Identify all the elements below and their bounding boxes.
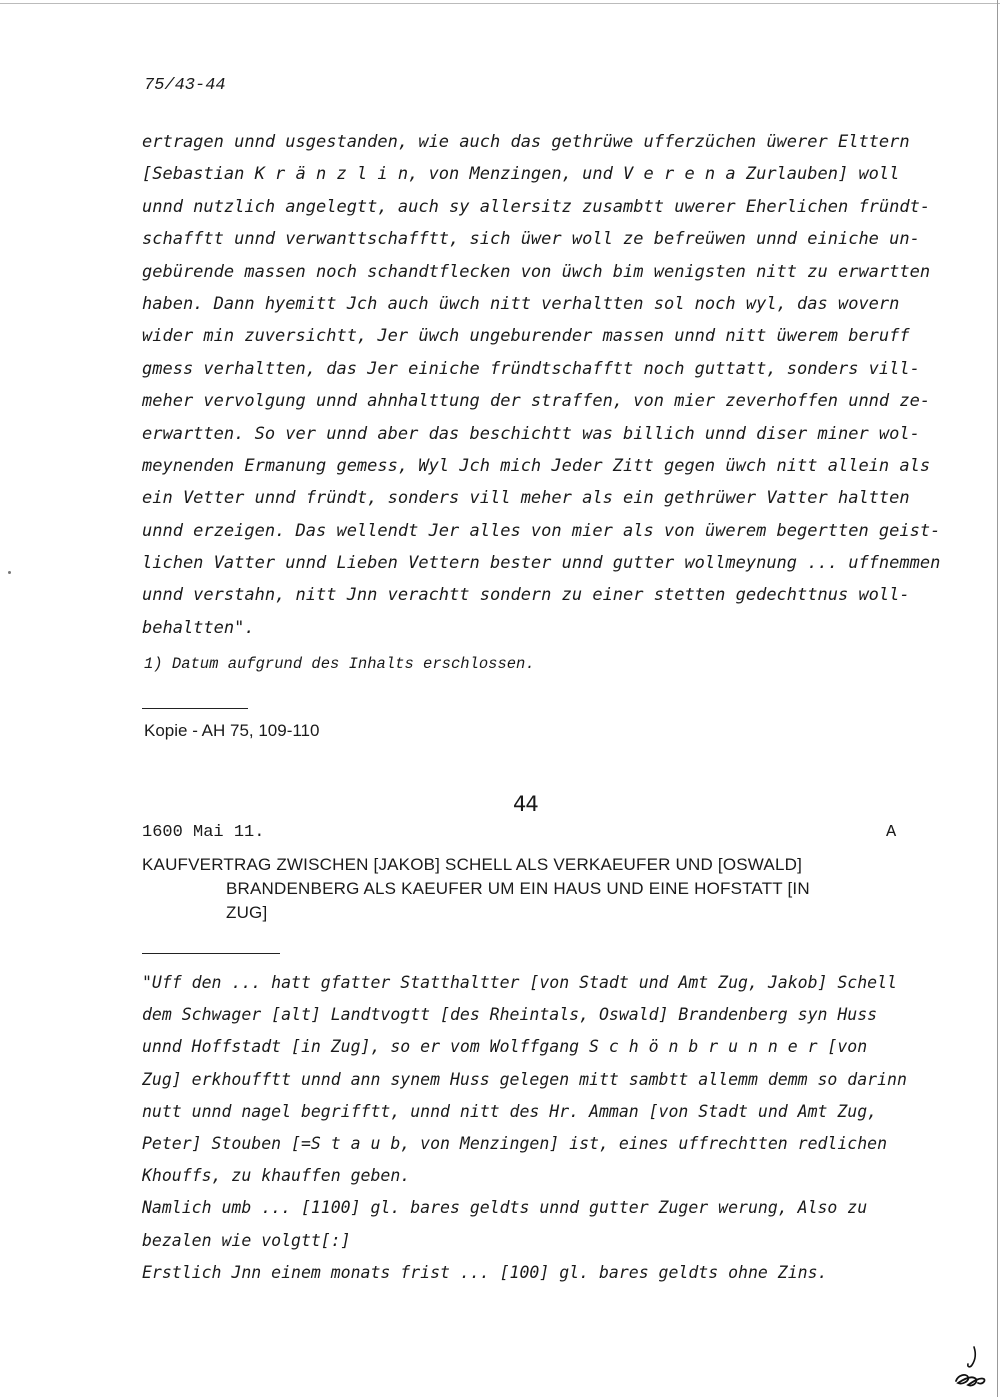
letter-line: meher vervolgung unnd ahnhalttung der straffen, von mier zeverhoffen unnd ze- xyxy=(142,391,931,412)
document-date: 1600 Mai 11. xyxy=(142,823,265,842)
document-title-line: KAUFVERTRAG ZWISCHEN [JAKOB] SCHELL ALS VERKAEUFER UND [OSWALD] xyxy=(142,855,802,874)
document-title-line: BRANDENBERG ALS KAEUFER UM EIN HAUS UND EINE HOFSTATT [IN xyxy=(226,879,810,898)
letter-text xyxy=(142,126,941,644)
scan-artifact xyxy=(8,571,11,574)
letter-line: haben. Dann hyemitt Jch auch üwch nitt verhaltten sol noch wyl, das wovern xyxy=(142,293,900,314)
source-reference: Kopie - AH 75, 109-110 xyxy=(144,721,320,740)
letter-line: gmess verhaltten, das Jer einiche fründtschafftt noch guttatt, sonders vill- xyxy=(142,358,920,379)
letter-line: meynenden Ermanung gemess, Wyl Jch mich Jeder Zitt gegen üwch nitt allein als xyxy=(142,455,931,476)
letter-line: ertragen unnd usgestanden, wie auch das gethrüwe ufferzüchen üwerer Elttern xyxy=(142,132,910,152)
letter-line: wider min zuversichtt, Jer üwch ungeburender massen unnd nitt üwerem beruff xyxy=(142,326,910,347)
scan-edge-right xyxy=(997,0,998,1397)
document-classification: A xyxy=(886,823,897,842)
contract-line: "Uff den ... hatt gfatter Statthaltter [von Stadt und Amt Zug, Jakob] Schell xyxy=(142,973,897,992)
letter-line: unnd verstahn, nitt Jnn verachtt sondern zu einer stetten gedechttnus woll- xyxy=(142,585,910,606)
letter-line: erwartten. So ver unnd aber das beschichtt was billich unnd diser miner wol- xyxy=(142,423,920,444)
document-title-line: ZUG] xyxy=(226,903,268,922)
letter-line: unnd nutzlich angelegtt, auch sy allersitz zusambtt uwerer Eherlichen fründt- xyxy=(142,196,931,217)
contract-line: nutt unnd nagel begrifftt, unnd nitt des Hr. Amman [von Stadt und Amt Zug, xyxy=(142,1101,878,1121)
title-rule xyxy=(142,953,280,954)
letter-line: lichen Vatter unnd Lieben Vettern bester unnd gutter wollmeynung ... uffnemmen xyxy=(142,553,941,574)
contract-line: Erstlich Jnn einem monats frist ... [100] gl. bares geldts ohne Zins. xyxy=(142,1262,828,1282)
footnote-rule xyxy=(142,708,248,709)
scan-edge-top xyxy=(0,3,1000,4)
letter-line: ein Vetter unnd fründt, sonders vill meher als ein gethrüwer Vatter haltten xyxy=(142,488,910,509)
contract-line: Khouffs, zu khauffen geben. xyxy=(142,1166,411,1186)
handwritten-signature-mark xyxy=(950,1345,990,1390)
contract-line: dem Schwager [alt] Landtvogtt [des Rheintals, Oswald] Brandenberg syn Huss xyxy=(142,1005,878,1025)
contract-line: Namlich umb ... [1100] gl. bares geldts unnd gutter Zuger werung, Also zu xyxy=(142,1198,868,1218)
contract-line: Zug] erkhoufftt unnd ann synem Huss gelegen mitt sambtt allemm demm so darinn xyxy=(142,1069,907,1089)
contract-text xyxy=(142,967,932,1289)
letter-line: behaltten". xyxy=(142,617,255,638)
page-number: 75/43-44 xyxy=(144,76,226,95)
letter-line: gebürende massen noch schandtflecken von üwch bim wenigsten nitt zu erwartten xyxy=(142,261,931,282)
contract-line: bezalen wie volgtt[:] xyxy=(142,1230,351,1250)
document-number: 44 xyxy=(513,792,538,816)
footnote: 1) Datum aufgrund des Inhalts erschlossen. xyxy=(144,655,535,673)
letter-line: [Sebastian K r ä n z l i n, von Menzingen, und V e r e n a Zurlauben] woll xyxy=(142,164,900,185)
contract-line: unnd Hoffstadt [in Zug], so er vom Wolffgang S c h ö n b r u n n e r [von xyxy=(142,1037,868,1057)
contract-line: Peter] Stouben [=S t a u b, von Menzingen] ist, eines uffrechtten redlichen xyxy=(142,1133,888,1153)
letter-line: unnd erzeigen. Das wellendt Jer alles von mier als von üwerem begertten geist- xyxy=(142,520,941,541)
letter-line: schafftt unnd verwanttschafftt, sich üwer woll ze befreüwen unnd einiche un- xyxy=(142,229,920,250)
